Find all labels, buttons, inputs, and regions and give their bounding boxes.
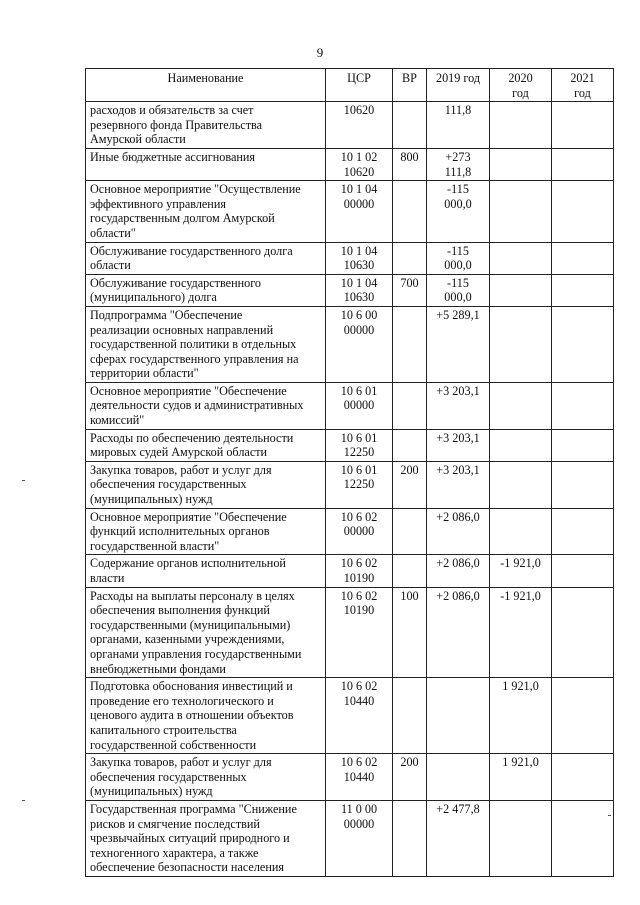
row-2019: 111,8 — [427, 102, 490, 149]
row-csr: 10 1 04 10630 — [326, 274, 393, 306]
row-2020: 1 921,0 — [490, 678, 552, 754]
row-csr: 10 1 02 10620 — [326, 148, 393, 180]
row-csr: 10 6 02 00000 — [326, 508, 393, 555]
table-row — [86, 148, 614, 180]
row-vr — [393, 429, 427, 461]
row-vr — [393, 306, 427, 382]
row-2019 — [427, 678, 490, 754]
row-vr — [393, 102, 427, 149]
table-header-row — [86, 69, 614, 102]
row-csr: 10 1 04 00000 — [326, 181, 393, 242]
row-2020 — [490, 181, 552, 242]
row-vr — [393, 242, 427, 274]
margin-mark — [22, 480, 25, 481]
row-name: Расходы по обеспечению деятельности мировых судей Амурской области — [86, 429, 326, 461]
row-2021 — [552, 508, 614, 555]
row-2021 — [552, 800, 614, 876]
row-2021 — [552, 306, 614, 382]
table-body — [86, 102, 614, 877]
row-vr — [393, 678, 427, 754]
row-name: Подготовка обоснования инвестиций и проведение его технологического и ценового аудита в отношении объектов капитального строительства государственной собственности — [86, 678, 326, 754]
header-2019: 2019 год — [427, 69, 490, 102]
row-csr: 10 6 01 12250 — [326, 461, 393, 508]
row-vr — [393, 800, 427, 876]
row-2019: +3 203,1 — [427, 382, 490, 429]
row-name: Основное мероприятие "Обеспечение функций исполнительных органов государственной власти" — [86, 508, 326, 555]
row-2021 — [552, 587, 614, 678]
row-vr: 800 — [393, 148, 427, 180]
row-name: Содержание органов исполнительной власти — [86, 555, 326, 587]
row-name: Закупка товаров, работ и услуг для обеспечения государственных (муниципальных) нужд — [86, 754, 326, 801]
row-2020 — [490, 306, 552, 382]
header-vr: ВР — [393, 69, 427, 102]
table-row — [86, 382, 614, 429]
row-2019: +2 086,0 — [427, 555, 490, 587]
header-2020: 2020 год — [490, 69, 552, 102]
row-2020 — [490, 274, 552, 306]
row-2021 — [552, 148, 614, 180]
row-2021 — [552, 678, 614, 754]
row-2019: +2 086,0 — [427, 587, 490, 678]
row-2021 — [552, 242, 614, 274]
row-2021 — [552, 382, 614, 429]
row-2020 — [490, 102, 552, 149]
row-2021 — [552, 555, 614, 587]
row-name: Государственная программа "Снижение рисков и смягчение последствий чрезвычайных ситуаций природного и техногенного характера, а также обеспечение безопасности населения — [86, 800, 326, 876]
row-csr: 10 6 01 12250 — [326, 429, 393, 461]
row-csr: 10620 — [326, 102, 393, 149]
row-csr: 10 6 00 00000 — [326, 306, 393, 382]
row-2019: +3 203,1 — [427, 461, 490, 508]
page-number: 9 — [316, 45, 324, 60]
row-2021 — [552, 181, 614, 242]
table-row — [86, 587, 614, 678]
table-row — [86, 754, 614, 801]
row-name: Обслуживание государственного (муниципального) долга — [86, 274, 326, 306]
row-2020: 1 921,0 — [490, 754, 552, 801]
row-2020 — [490, 382, 552, 429]
row-name: Основное мероприятие "Осуществление эффективного управления государственным долгом Амурской области" — [86, 181, 326, 242]
table-row — [86, 678, 614, 754]
row-2020 — [490, 429, 552, 461]
row-name: Основное мероприятие "Обеспечение деятельности судов и административных комиссий" — [86, 382, 326, 429]
row-csr: 10 6 02 10440 — [326, 678, 393, 754]
row-2019: +273 111,8 — [427, 148, 490, 180]
row-csr: 10 6 02 10440 — [326, 754, 393, 801]
table-row — [86, 508, 614, 555]
row-name: Расходы на выплаты персоналу в целях обеспечения выполнения функций государственными (муниципальными) органами, казенными учреждениями, органами управления государственными внебюджетными фондами — [86, 587, 326, 678]
row-2021 — [552, 274, 614, 306]
row-2019 — [427, 754, 490, 801]
row-2020: -1 921,0 — [490, 555, 552, 587]
table-row — [86, 461, 614, 508]
row-name: Обслуживание государственного долга области — [86, 242, 326, 274]
row-2019: +3 203,1 — [427, 429, 490, 461]
row-2021 — [552, 461, 614, 508]
row-name: расходов и обязательств за счет резервного фонда Правительства Амурской области — [86, 102, 326, 149]
table-row — [86, 555, 614, 587]
row-name: Подпрограмма "Обеспечение реализации основных направлений государственной политики в отдельных сферах государственного управления на территории области" — [86, 306, 326, 382]
row-vr: 200 — [393, 754, 427, 801]
budget-table — [85, 68, 614, 877]
row-2019: -115 000,0 — [427, 242, 490, 274]
row-csr: 10 6 02 10190 — [326, 587, 393, 678]
row-vr — [393, 181, 427, 242]
table-row — [86, 306, 614, 382]
margin-mark — [22, 800, 25, 801]
row-2020 — [490, 508, 552, 555]
row-2019: +2 477,8 — [427, 800, 490, 876]
table-row — [86, 800, 614, 876]
row-2019: +5 289,1 — [427, 306, 490, 382]
header-name: Наименование — [86, 69, 326, 102]
row-2020 — [490, 148, 552, 180]
row-2019: +2 086,0 — [427, 508, 490, 555]
row-2020 — [490, 461, 552, 508]
table-row — [86, 429, 614, 461]
header-csr: ЦСР — [326, 69, 393, 102]
row-2020: -1 921,0 — [490, 587, 552, 678]
row-2019: -115 000,0 — [427, 274, 490, 306]
row-name: Закупка товаров, работ и услуг для обеспечения государственных (муниципальных) нужд — [86, 461, 326, 508]
table-row — [86, 181, 614, 242]
row-2021 — [552, 102, 614, 149]
row-vr — [393, 382, 427, 429]
row-csr: 10 6 01 00000 — [326, 382, 393, 429]
row-2021 — [552, 429, 614, 461]
table-row — [86, 274, 614, 306]
row-2019: -115 000,0 — [427, 181, 490, 242]
row-2020 — [490, 242, 552, 274]
table-row — [86, 102, 614, 149]
row-vr — [393, 508, 427, 555]
row-2021 — [552, 754, 614, 801]
table-row — [86, 242, 614, 274]
row-vr: 100 — [393, 587, 427, 678]
margin-mark — [608, 815, 611, 816]
row-csr: 10 6 02 10190 — [326, 555, 393, 587]
header-2021: 2021 год — [552, 69, 614, 102]
row-csr: 11 0 00 00000 — [326, 800, 393, 876]
row-csr: 10 1 04 10630 — [326, 242, 393, 274]
row-vr: 200 — [393, 461, 427, 508]
row-name: Иные бюджетные ассигнования — [86, 148, 326, 180]
row-vr — [393, 555, 427, 587]
row-2020 — [490, 800, 552, 876]
row-vr: 700 — [393, 274, 427, 306]
